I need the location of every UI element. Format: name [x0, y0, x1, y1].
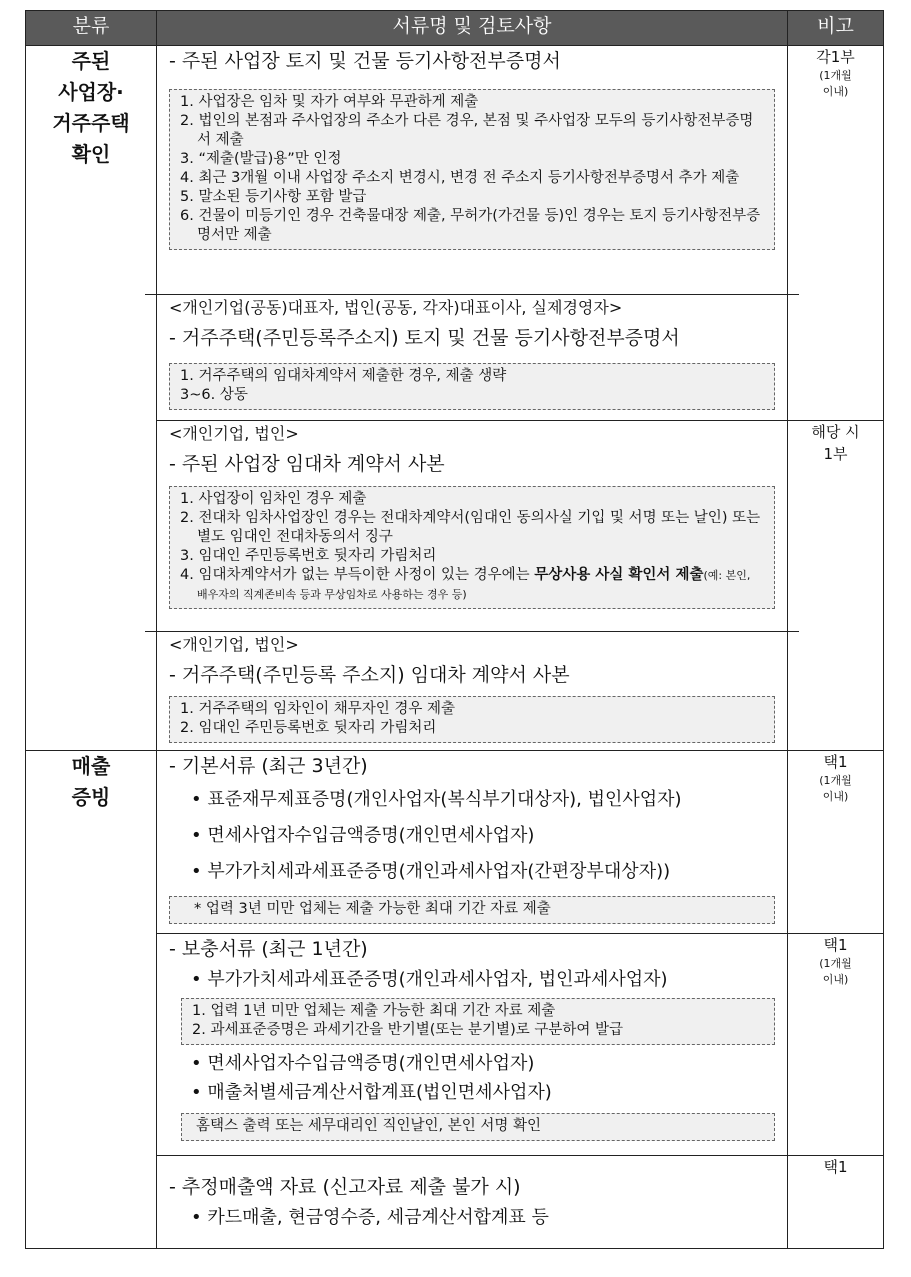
block-subtitle: <개인기업, 법인> — [169, 635, 299, 654]
basic-docs-cell: - 기본서류 (최근 3년간) • 표준재무제표증명(개인사업자(복식부기대상자), 법인사업자) • 면세사업자수입금액증명(개인면세사업자) • 부가가치세과세표준증명(개인과세사업자(간편장부대상자)) * 업력 3년 미만 업체는 제출 가능한 최대 기간 자료 제출 — [157, 751, 788, 934]
block-title: - 거주주택(주민등록주소지) 토지 및 건물 등기사항전부증명서 — [169, 327, 680, 349]
header-category: 분류 — [26, 11, 157, 46]
document-table — [25, 10, 884, 1249]
review-notes-box: 1. 사업장이 임차인 경우 제출 2. 전대차 임차사업장인 경우는 전대차계약서(임대인 동의사실 기입 및 서명 또는 날인) 또는 별도 임대인 전대차동의서 징구 3. 임대인 주민등록번호 뒷자리 가림처리 4. 임대차계약서가 없는 부득이한 사정이 있는 경우에는 무상사용 사실 확인서 제출(예: 본인, 배우자의 직계존비속 등과 무상임차로 사용하는 경우 등) — [169, 486, 775, 609]
review-notes-box: 1. 업력 1년 미만 업체는 제출 가능한 최대 기간 자료 제출 2. 과세표준증명은 과세기간을 반기별(또는 분기별)로 구분하여 발급 — [181, 998, 775, 1045]
lease-docs-cell — [157, 421, 788, 751]
review-notes-box: 1. 거주주택의 임차인이 채무자인 경우 제출 2. 임대인 주민등록번호 뒷자리 가림처리 — [169, 696, 775, 743]
review-notes-box: 1. 거주주택의 임대차계약서 제출한 경우, 제출 생략 3~6. 상동 — [169, 363, 775, 410]
remark-cell: 각1부 (1개월 이내) — [788, 46, 884, 421]
review-notes-box: * 업력 3년 미만 업체는 제출 가능한 최대 기간 자료 제출 — [169, 896, 775, 924]
block-title: - 주된 사업장 임대차 계약서 사본 — [169, 453, 445, 475]
block-subtitle: <개인기업(공동)대표자, 법인(공동, 각자)대표이사, 실제경영자> — [169, 298, 623, 317]
block-subtitle: <개인기업, 법인> — [169, 424, 299, 443]
registry-docs-cell — [157, 46, 788, 421]
remark-cell: 택1 (1개월 이내) — [788, 751, 884, 934]
category-sales-proof: 매출 증빙 — [26, 751, 157, 1249]
block-title: - 보충서류 (최근 1년간) — [169, 938, 368, 960]
category-business-site: 주된 사업장· 거주주택 확인 — [26, 46, 157, 751]
remark-cell: 택1 — [788, 1156, 884, 1249]
block-title: - 기본서류 (최근 3년간) — [169, 755, 368, 777]
remark-cell: 택1 (1개월 이내) — [788, 934, 884, 1156]
remark-cell: 해당 시 1부 — [788, 421, 884, 751]
estimated-sales-cell: - 추정매출액 자료 (신고자료 제출 불가 시) • 카드매출, 현금영수증, 세금계산서합계표 등 — [157, 1156, 788, 1249]
row-registry — [26, 46, 884, 421]
row-basic-docs — [26, 751, 884, 934]
header-docs: 서류명 및 검토사항 — [157, 11, 788, 46]
review-notes-box: 1. 사업장은 임차 및 자가 여부와 무관하게 제출 2. 법인의 본점과 주사업장의 주소가 다른 경우, 본점 및 주사업장 모두의 등기사항전부증명서 제출 3. “제출(발급)용”만 인정 4. 최근 3개월 이내 사업장 주소지 변경시, 변경 전 주소지 등기사항전부증명서 추가 제출 5. 말소된 등기사항 포함 발급 6. 건물이 미등기인 경우 건축물대장 제출, 무허가(가건물 등)인 경우는 토지 등기사항전부증명서만 제출 — [169, 89, 775, 250]
header-remarks: 비고 — [788, 11, 884, 46]
review-notes-box: 홈택스 출력 또는 세무대리인 직인날인, 본인 서명 확인 — [181, 1113, 775, 1141]
block-title: - 추정매출액 자료 (신고자료 제출 불가 시) — [169, 1176, 521, 1198]
supplementary-docs-cell: - 보충서류 (최근 1년간) • 부가가치세과세표준증명(개인과세사업자, 법인과세사업자) 1. 업력 1년 미만 업체는 제출 가능한 최대 기간 자료 제출 2. 과세표준증명은 과세기간을 반기별(또는 분기별)로 구분하여 발급 • 면세사업자수입금액증명(개인면세사업자) • 매출처별세금계산서합계표(법인면세사업자) 홈택스 출력 또는 세무대리인 직인날인, 본인 서명 확인 — [157, 934, 788, 1156]
header-row — [26, 11, 884, 46]
block-title: - 주된 사업장 토지 및 건물 등기사항전부증명서 — [169, 50, 561, 72]
block-title: - 거주주택(주민등록 주소지) 임대차 계약서 사본 — [169, 664, 570, 686]
